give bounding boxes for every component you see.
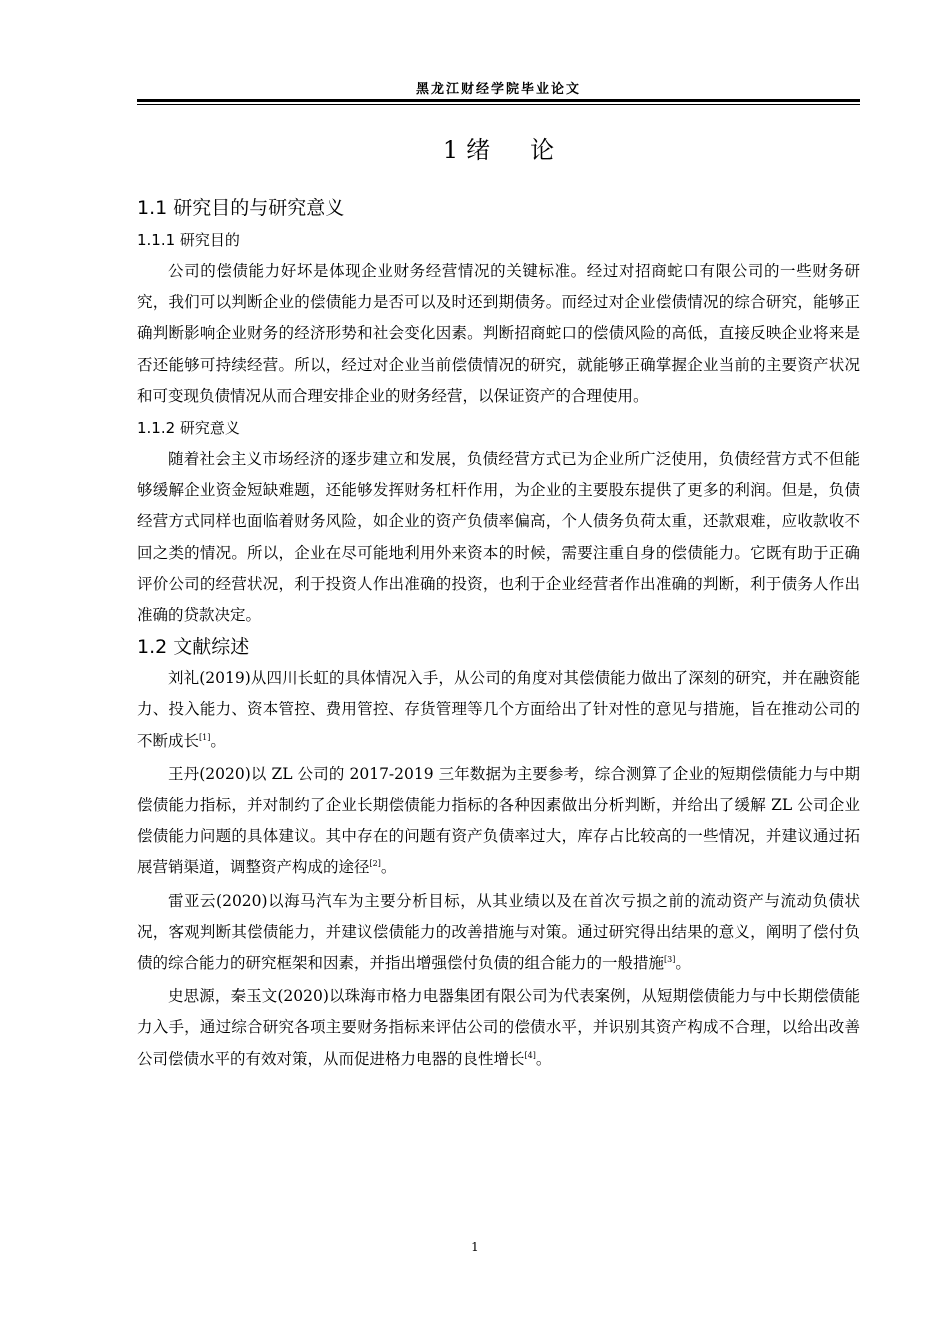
paragraph-end: 。 [380, 858, 397, 877]
chapter-number: 1 [442, 136, 459, 164]
section-heading-1-2: 1.2 文献综述 [137, 636, 250, 659]
paragraph-research-purpose: 公司的偿债能力好坏是体现企业财务经营情况的关键标准。经过对招商蛇口有限公司的一些财务研究，我们可以判断企业的偿债能力是否可以及时还到期债务。而经过对企业偿债情况的综合研究，能够正确判断影响企业财务的经济形势和社会变化因素。判断招商蛇口的偿债风险的高低，直接反映企业将来是否还能够可持续经营。所以，经过对企业当前偿债情况的研究，就能够正确掌握企业当前的主要资产状况和可变现负债情况从而合理安排企业的财务经营，以保证资产的合理使用。 [137, 262, 860, 405]
paragraph-literature-3 [137, 886, 860, 980]
paragraph-end: 。 [210, 731, 226, 750]
paragraph-literature-1 [137, 663, 860, 757]
chapter-title [137, 130, 860, 170]
header-rule-thick [137, 99, 860, 102]
chapter-title-left: 绪 [466, 136, 491, 164]
paragraph-literature-4 [137, 981, 860, 1075]
paragraph-research-significance: 随着社会主义市场经济的逐步建立和发展，负债经营方式已为企业所广泛使用，负债经营方式不但能够缓解企业资金短缺难题，还能够发挥财务杠杆作用，为企业的主要股东提供了更多的利润。但是，负债经营方式同样也面临着财务风险，如企业的资产负债率偏高，个人债务负荷太重，还款艰难，应收款收不回之类的情况。所以，企业在尽可能地利用外来资本的时候，需要注重自身的偿债能力。它既有助于正确评价公司的经营状况，利于投资人作出准确的投资，也利于企业经营者作出准确的判断，利于债务人作出准确的贷款决定。 [137, 450, 860, 625]
header-rule-thin [137, 104, 860, 105]
paragraph-text: 王丹(2020)以 ZL 公司的 2017-2019 三年数据为主要参考，综合测算了企业的短期偿债能力与中期偿债能力指标，并对制约了企业长期偿债能力指标的各种因素做出分析判断，并给出了缓解 ZL 公司企业偿债能力问题的具体建议。其中存在的问题有资产负债率过大，库存占比较高的一些情况，并建议通过拓展营销渠道，调整资产构成的途径 [137, 764, 860, 877]
citation-ref: [1] [199, 732, 211, 742]
paragraph-end: 。 [675, 954, 691, 973]
chapter-title-right: 论 [530, 136, 555, 164]
section-heading-1-1: 1.1 研究目的与研究意义 [137, 197, 345, 219]
citation-ref: [4] [524, 1050, 536, 1060]
citation-ref: [2] [369, 859, 381, 869]
paragraph-text: 刘礼(2019)从四川长虹的具体情况入手，从公司的角度对其偿债能力做出了深刻的研究，并在融资能力、投入能力、资本管控、费用管控、存货管理等几个方面给出了针对性的意见与措施，旨在推动公司的不断成长 [137, 669, 860, 750]
paragraph-end: 。 [535, 1049, 552, 1068]
page-number: 1 [471, 1240, 479, 1254]
paragraph-text: 史思源，秦玉文(2020)以珠海市格力电器集团有限公司为代表案例，从短期偿债能力与中长期偿债能力入手，通过综合研究各项主要财务指标来评估公司的偿债水平，并识别其资产构成不合理，以给出改善公司偿债水平的有效对策，从而促进格力电器的良性增长 [137, 987, 860, 1068]
paragraph-literature-2 [137, 759, 860, 884]
page-body [137, 130, 860, 1075]
citation-ref: [3] [664, 954, 676, 964]
section-heading-1-1-2: 1.1.2 研究意义 [137, 419, 240, 438]
running-header: 黑龙江财经学院毕业论文 [415, 82, 581, 97]
section-heading-1-1-1: 1.1.1 研究目的 [137, 231, 240, 249]
paragraph-text: 雷亚云(2020)以海马汽车为主要分析目标，从其业绩以及在首次亏损之前的流动资产与流动负债状况，客观判断其偿债能力，并建议偿债能力的改善措施与对策。通过研究得出结果的意义，阐明了偿付负债的综合能力的研究框架和因素，并指出增强偿付负债的组合能力的一般措施 [137, 891, 860, 973]
